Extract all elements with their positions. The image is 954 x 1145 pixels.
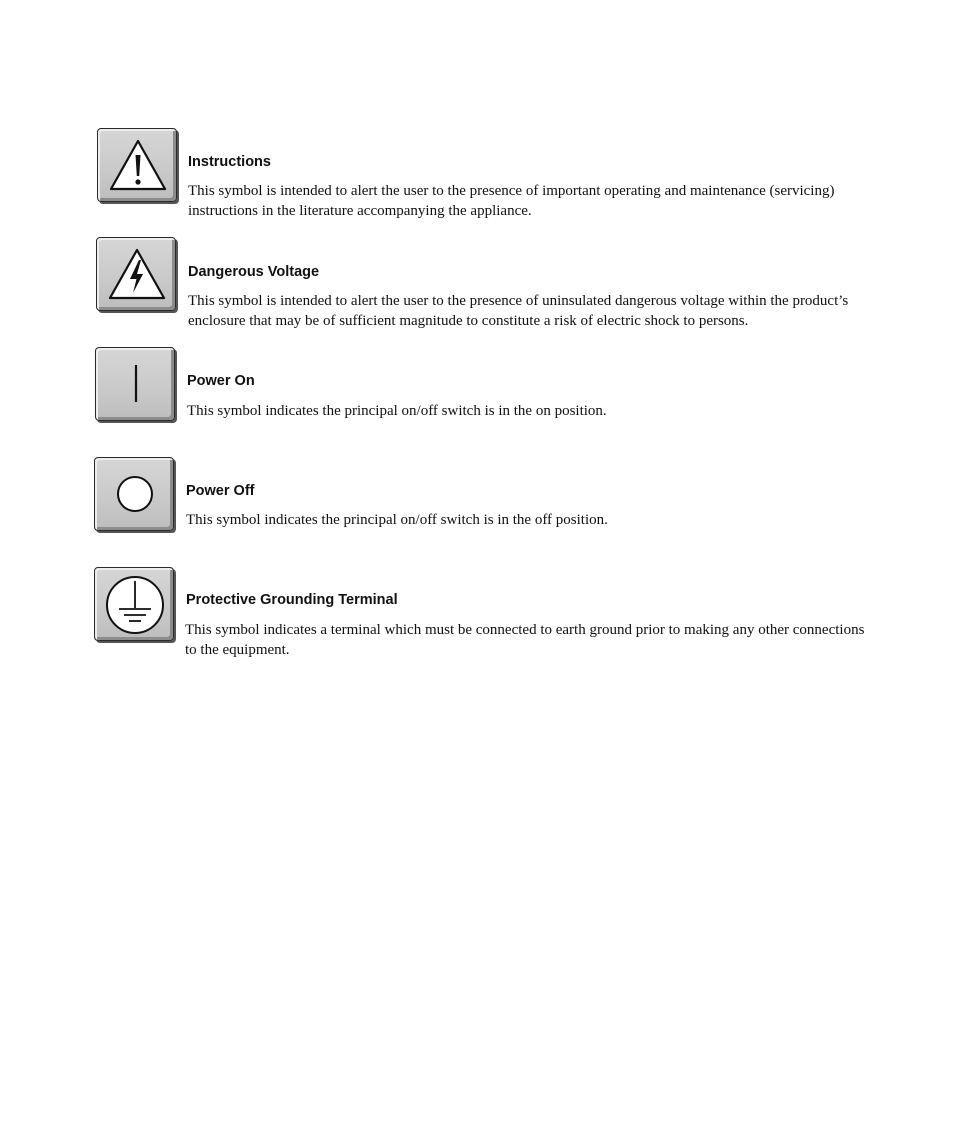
symbol-description: This symbol indicates the principal on/off switch is in the on position. — [187, 403, 607, 419]
symbol-title: Protective Grounding Terminal — [186, 592, 398, 608]
protective-grounding-symbol — [94, 567, 174, 641]
power-off-icon — [95, 458, 175, 532]
symbol-description: This symbol indicates the principal on/off switch is in the off position. — [186, 512, 608, 528]
warning-exclamation-icon — [98, 129, 178, 203]
symbol-description: This symbol indicates a terminal which must be connected to earth ground prior to making any other connections to the equipment. — [185, 622, 865, 658]
power-off-symbol — [94, 457, 174, 531]
dangerous-voltage-symbol — [96, 237, 176, 311]
symbol-title: Power On — [187, 373, 255, 389]
symbol-description: This symbol is intended to alert the user to the presence of uninsulated dangerous voltage within the product’s enclosure that may be of sufficient magnitude to constitute a risk of electric shock to persons. — [188, 293, 849, 329]
high-voltage-icon — [97, 238, 177, 312]
symbol-title: Instructions — [188, 154, 271, 170]
symbol-description: This symbol is intended to alert the user to the presence of important operating and maintenance (servicing) instructions in the literature accompanying the appliance. — [188, 183, 835, 219]
protective-ground-icon — [95, 568, 175, 642]
instructions-symbol — [97, 128, 177, 202]
symbol-title: Power Off — [186, 483, 255, 499]
power-on-symbol — [95, 347, 175, 421]
symbol-title: Dangerous Voltage — [188, 264, 320, 280]
power-on-icon — [96, 348, 176, 422]
